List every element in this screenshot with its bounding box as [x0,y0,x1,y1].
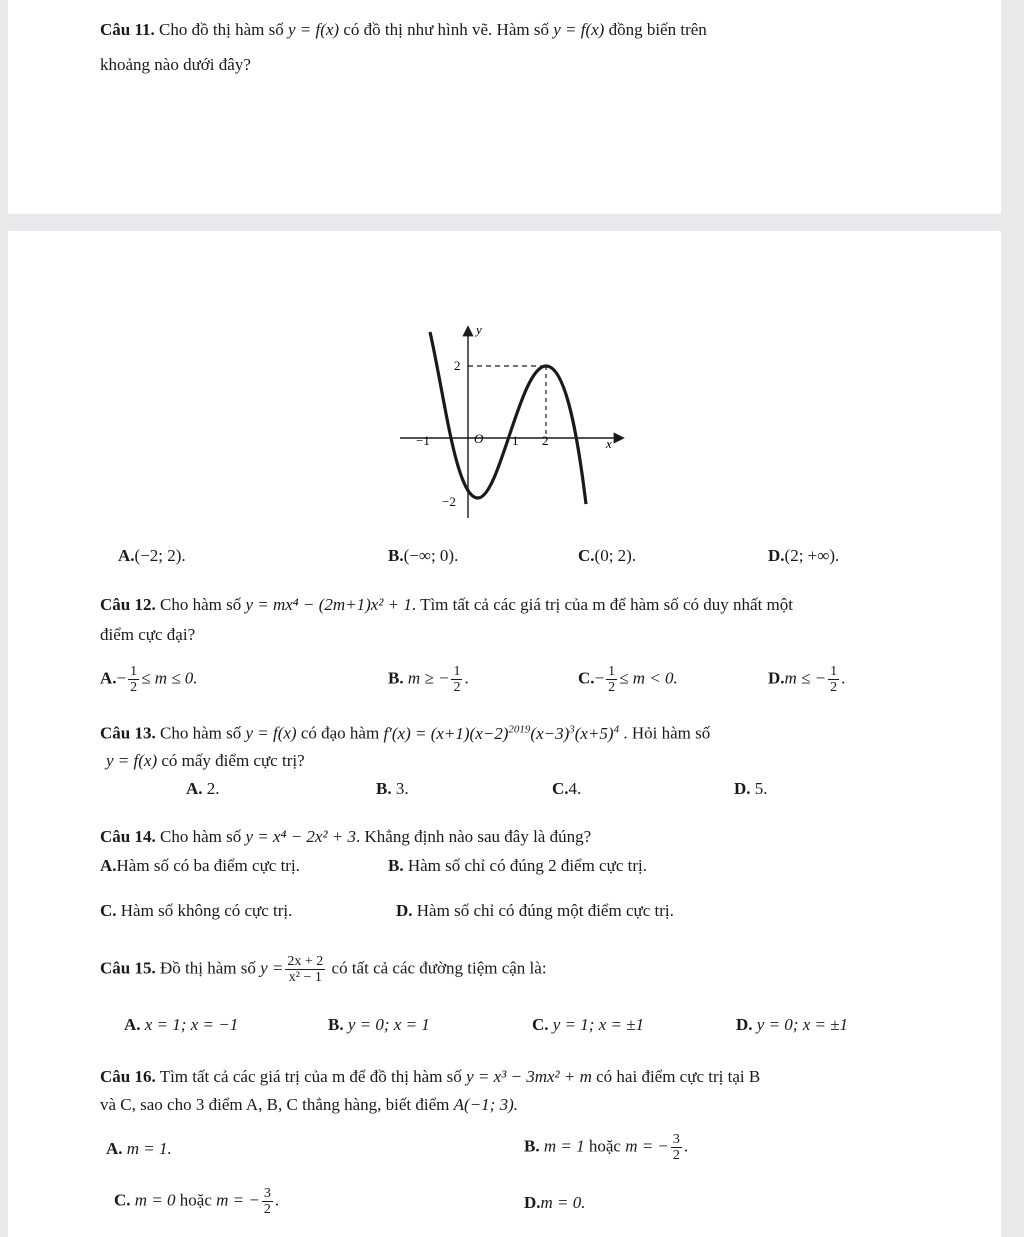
tick-x-2: 2 [542,433,549,448]
q12-eq: y = mx⁴ − (2m+1)x² + 1 [245,595,412,614]
q13-option-d[interactable]: D. 5. [734,779,768,798]
q14-label: Câu 14. [100,827,156,846]
q14-option-c[interactable]: C. Hàm số không có cực trị. [100,901,293,920]
q11-option-c[interactable]: C.(0; 2). [578,546,637,565]
q13-option-a[interactable]: A. 2. [186,779,220,798]
tick-y-minus2: −2 [442,494,456,509]
q15-option-b[interactable]: B. y = 0; x = 1 [328,1015,430,1034]
q12-option-d[interactable]: D.m ≤ − $\frac{1}{2}$ . [768,664,846,695]
q11-option-b[interactable]: B.(−∞; 0). [388,546,459,565]
q15-line1: Câu 15. Đồ thị hàm số y = $\frac{2x + 2}{\text{x² − 1}}$ có tất cả các đường tiệm cận là: [100,954,547,985]
q12-option-a[interactable]: A.− $\frac{1}{2}$ ≤ m ≤ 0. [100,664,198,695]
q15-label: Câu 15. [100,958,156,978]
q16-option-b[interactable]: B. m = 1 hoặc m = − $\frac{3}{2}$ . [524,1132,689,1163]
q13-label: Câu 13. [100,723,156,743]
q12-option-c[interactable]: C.− $\frac{1}{2}$ ≤ m < 0. [578,664,678,695]
q13-derivative: $f'(x) = (x+1)(x-2)^{2019}(x-3)^3(x+5)^4$ [383,723,620,743]
q11-option-d[interactable]: D.(2; +∞). [768,546,840,565]
q15-option-a[interactable]: A. x = 1; x = −1 [124,1015,239,1034]
q13-option-c[interactable]: C.4. [552,779,582,798]
q12-line2: điểm cực đại? [100,625,196,644]
q16-label: Câu 16. [100,1067,156,1086]
q11-text-b: có đồ thị như hình vẽ. Hàm số [343,20,549,39]
tick-x-1: 1 [512,433,519,448]
q15-option-c[interactable]: C. y = 1; x = ±1 [532,1015,645,1034]
q16-eq: y = x³ − 3mx² + m [466,1067,592,1086]
q14-option-a[interactable]: A.Hàm số có ba điểm cực trị. [100,856,300,875]
label-x: x [606,436,612,451]
q13-option-b[interactable]: B. 3. [376,779,409,798]
q16-option-d[interactable]: D.m = 0. [524,1193,586,1212]
q12-option-b[interactable]: B. m ≥ − $\frac{1}{2}$ . [388,664,469,695]
q11-label: Câu 11. [100,20,155,39]
q16-option-a[interactable]: A. m = 1. [106,1139,172,1158]
label-y: y [476,322,482,337]
q14-option-b[interactable]: B. Hàm số chỉ có đúng 2 điểm cực trị. [388,856,647,875]
function-graph [390,318,640,528]
q12-line1: Câu 12. Cho hàm số y = mx⁴ − (2m+1)x² + 1. Tìm tất cả các giá trị của m để hàm số có duy nhất một [100,595,793,614]
q15-fraction: $\frac{2x + 2}{\text{x² − 1}}$ [287,954,324,985]
tick-y-2: 2 [454,358,461,373]
q15-option-d[interactable]: D. y = 0; x = ±1 [736,1015,849,1034]
q11-eq1: y = f(x) [287,20,340,39]
q11-text-a: Cho đồ thị hàm số [159,20,284,39]
q11-line2: khoảng nào dưới đây? [100,55,251,74]
q14-line1: Câu 14. Cho hàm số y = x⁴ − 2x² + 3. Khẳng định nào sau đây là đúng? [100,827,592,846]
q16-line2: và C, sao cho 3 điểm A, B, C thẳng hàng, biết điểm A(−1; 3). [100,1095,518,1114]
q16-line1: Câu 16. Tìm tất cả các giá trị của m để đồ thị hàm số y = x³ − 3mx² + m có hai điểm cực trị tại B [100,1067,761,1086]
label-origin: O [474,431,484,446]
q16-option-c[interactable]: C. m = 0 hoặc m = − $\frac{3}{2}$ . [114,1186,280,1217]
q13-line1: Câu 13. Cho hàm số y = f(x) có đạo hàm $f'(x) = (x+1)(x-2)^{2019}(x-3)^3(x+5)^4$ . Hỏi hàm số [100,723,711,743]
q13-line2: y = f(x) có mấy điểm cực trị? [106,751,305,770]
q11-option-a[interactable]: A.(−2; 2). [118,546,186,565]
q11-eq2: y = f(x) [553,20,605,39]
tick-x-minus1: −1 [416,433,430,448]
q12-label: Câu 12. [100,595,156,614]
q14-option-d[interactable]: D. Hàm số chỉ có đúng một điểm cực trị. [396,901,674,920]
q14-eq: y = x⁴ − 2x² + 3 [245,827,357,846]
q11-text-c: đồng biến trên [608,20,707,39]
q11-line1 [100,19,707,41]
